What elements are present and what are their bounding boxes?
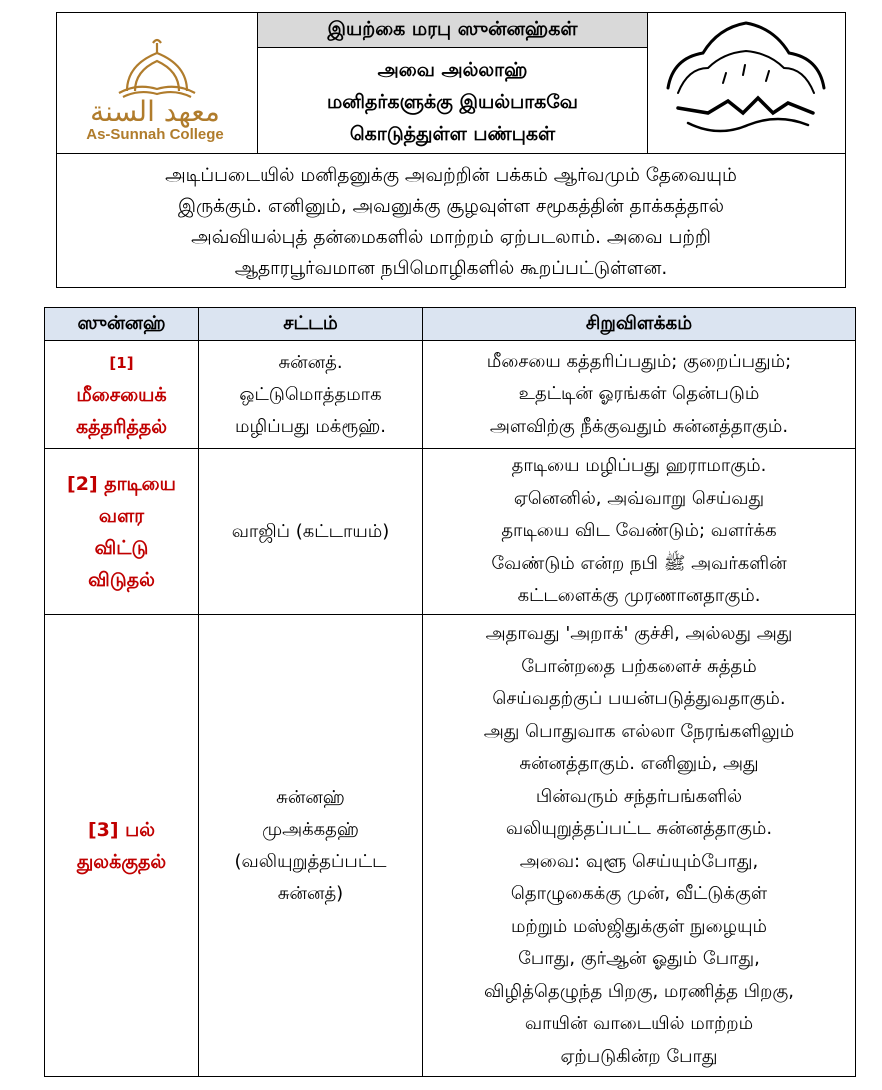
page-title: இயற்கை மரபு ஸுன்னஹ்கள் — [258, 13, 647, 48]
explanation-line: மற்றும் மஸ்ஜிதுக்குள் நுழையும் — [510, 915, 768, 937]
sunnah-number: [1] — [109, 353, 134, 372]
explanation-cell — [423, 449, 855, 614]
sunnah-cell — [45, 615, 199, 1076]
subtitle-line: அவை அல்லாஹ் — [377, 59, 528, 81]
intro-line: அவ்வியல்புத் தன்மைகளில் மாற்றம் ஏற்படலாம். அவை பற்றி — [191, 227, 711, 248]
explanation-line: பின்வரும் சந்தர்பங்களில் — [535, 785, 743, 807]
explanation-line: விழித்தெழுந்த பிறகு, மரணித்த பிறகு, — [484, 980, 794, 1002]
table-row — [45, 449, 855, 615]
title-block — [258, 13, 648, 153]
intro-line: இருக்கும். எனினும், அவனுக்கு சூழவுள்ள சமூகத்தின் தாக்கத்தால் — [177, 196, 725, 217]
explanation-line: அது பொதுவாக எல்லா நேரங்களிலும் — [483, 720, 795, 742]
intro-paragraph — [56, 154, 846, 288]
document-header — [56, 12, 846, 154]
ruling-line: சுன்னஹ் — [276, 786, 345, 808]
explanation-line: ஏற்படுகின்ற போது — [560, 1045, 718, 1067]
ruling-line: (வலியுறுத்தப்பட்ட — [234, 850, 387, 872]
explanation-line: சுன்னத்தாகும். எனினும், அது — [519, 753, 759, 774]
sunnah-line: வளர — [98, 504, 145, 527]
column-header-ruling: சட்டம் — [199, 308, 423, 340]
explanation-line: உதட்டின் ஓரங்கள் தென்படும் — [518, 383, 760, 405]
ruling-cell — [199, 449, 423, 614]
sunnah-line: விட்டு — [94, 536, 149, 559]
explanation-line: வலியுறுத்தப்பட்ட சுன்னத்தாகும். — [505, 818, 773, 839]
sunnah-cell — [45, 449, 199, 614]
ruling-cell — [199, 341, 423, 448]
bismillah-calligraphy — [648, 13, 845, 153]
ruling-line: முஅக்கதஹ் — [262, 818, 359, 840]
sunnah-line: துலக்குதல் — [76, 850, 167, 873]
subtitle-line: மனிதர்களுக்கு இயல்பாகவே — [327, 91, 578, 113]
sunnah-table — [44, 307, 856, 1077]
explanation-line: அளவிற்கு நீக்குவதும் சுன்னத்தாகும். — [489, 415, 789, 437]
ruling-line: சுன்னத். — [278, 351, 343, 373]
explanation-line: தாடியை மழிப்பது ஹராமாகும். — [511, 455, 767, 477]
logo-arabic-text: معهد السنة — [90, 95, 220, 128]
column-header-sunnah: ஸுன்னஹ் — [45, 308, 199, 340]
mosque-dome-icon — [57, 13, 257, 103]
explanation-line: செய்வதற்குப் பயன்படுத்துவதாகும். — [492, 688, 786, 709]
explanation-line: போன்றதை பற்களைச் சுத்தம் — [521, 655, 757, 677]
explanation-line: தாடியை விட வேண்டும்; வளர்க்க — [501, 520, 777, 542]
explanation-line: தொழுகைக்கு முன், வீட்டுக்குள் — [510, 883, 768, 904]
ruling-cell — [199, 615, 423, 1076]
intro-line: அடிப்படையில் மனிதனுக்கு அவற்றின் பக்கம் ஆர்வமும் தேவையும் — [165, 165, 737, 186]
explanation-line: போது, குர்ஆன் ஓதும் போது, — [518, 948, 760, 969]
ruling-line: ஒட்டுமொத்தமாக — [239, 383, 382, 405]
sunnah-line: [2] தாடியை — [67, 472, 176, 495]
calligraphy-icon — [648, 13, 844, 153]
page-subtitle — [258, 48, 647, 150]
ruling-line: வாஜிப் (கட்டாயம்) — [231, 520, 390, 542]
ruling-line: மழிப்பது மக்ரூஹ். — [235, 415, 386, 437]
table-header-row — [45, 308, 855, 341]
explanation-line: அவை: வுளூ செய்யும்போது, — [519, 850, 759, 872]
explanation-cell — [423, 615, 855, 1076]
ruling-line: சுன்னத்) — [277, 882, 344, 904]
sunnah-line: விடுதல் — [88, 568, 155, 591]
sunnah-line: [3] பல் — [87, 818, 156, 841]
explanation-line: கட்டளைக்கு முரணானதாகும். — [517, 585, 761, 607]
explanation-line: மீசையை கத்தரிப்பதும்; குறைப்பதும்; — [486, 350, 792, 372]
column-header-explanation: சிறுவிளக்கம் — [585, 312, 693, 334]
explanation-line: அதாவது 'அறாக்' குச்சி, அல்லது அது — [485, 623, 793, 644]
explanation-line: ஏனெனில், அவ்வாறு செய்வது — [513, 487, 765, 509]
sunnah-line: மீசையைக் — [76, 383, 167, 406]
subtitle-line: கொடுத்துள்ள பண்புகள் — [349, 123, 556, 145]
explanation-line: வாயின் வாடையில் மாற்றம் — [524, 1013, 754, 1034]
sunnah-line: கத்தரித்தல் — [75, 415, 168, 438]
explanation-line: வேண்டும் என்ற நபி ﷺ அவர்களின் — [491, 552, 787, 574]
logo-latin-text: As-Sunnah College — [86, 126, 224, 143]
sunnah-cell — [45, 341, 199, 448]
intro-line: ஆதாரபூர்வமான நபிமொழிகளில் கூறப்பட்டுள்ளன. — [234, 258, 668, 279]
table-row — [45, 615, 855, 1076]
explanation-cell — [423, 341, 855, 448]
table-row — [45, 341, 855, 449]
college-logo — [57, 13, 258, 153]
